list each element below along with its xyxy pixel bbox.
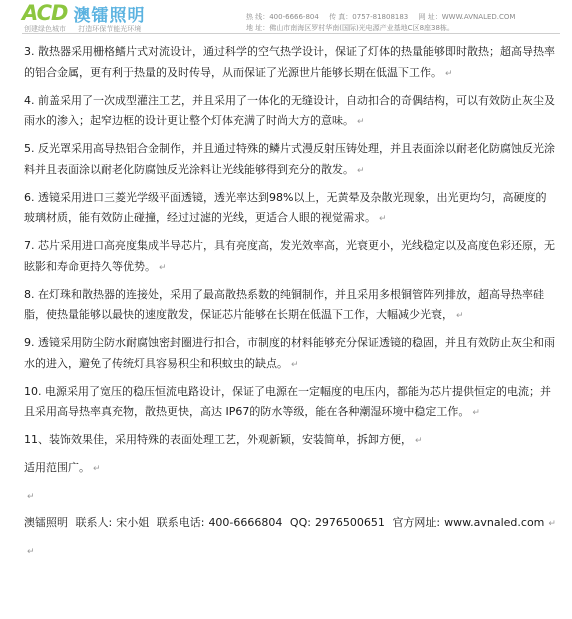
paragraph bbox=[24, 333, 556, 375]
paragraph-text: 3. 散热器采用栅格鳍片式对流设计，通过科学的空气热学设计，保证了灯体的热量能够即时散热；超高导热率的铝合金属，更有利于热量的及时传导，从而保证了光源世片能够长期在低温下工作。 bbox=[24, 45, 555, 79]
paragraph bbox=[24, 188, 556, 230]
paragraph bbox=[24, 430, 556, 452]
header-contact bbox=[246, 12, 515, 34]
contact-label: 联系人: bbox=[75, 516, 113, 529]
paragraph-text: 5. 反光罩采用高导热铝合金制作，并且通过特殊的鳞片式漫反射压铸处理，并且表面涂以耐老化防腐蚀反光涂料并且表面涂以耐老化防腐蚀反光涂料让光线能够得到充分的散发。 bbox=[24, 142, 555, 176]
paragraph-text: 8. 在灯珠和散热器的连接处，采用了最高散热系数的纯铜制作，并且采用多根铜管阵列排放，超高导热率硅脂，使热量能够以最快的速度散发，保证芯片能够在长期在低温下工作，大幅减少光衰， bbox=[24, 287, 544, 321]
empty-line bbox=[24, 486, 556, 507]
qq-label: QQ: bbox=[289, 516, 311, 529]
return-mark-icon: ↵ bbox=[456, 311, 464, 321]
return-mark-icon: ↵ bbox=[27, 492, 35, 502]
website: 网 址：WWW.AVNALED.COM bbox=[418, 13, 516, 21]
paragraph bbox=[24, 139, 556, 181]
paragraph bbox=[24, 458, 556, 480]
paragraph-text: 9. 透镜采用防尘防水耐腐蚀密封圈进行扣合，市制度的材料能够充分保证透镜的稳固，并且有效防止灰尘和雨水的进入，避免了传统灯具容易积尘和积蚊虫的缺点。 bbox=[24, 336, 555, 370]
phone-label: 联系电话: bbox=[156, 516, 205, 529]
return-mark-icon: ↵ bbox=[291, 359, 299, 370]
logo-text: ACD bbox=[22, 1, 68, 25]
return-mark-icon: ↵ bbox=[27, 547, 35, 557]
page-header bbox=[0, 0, 572, 34]
return-mark-icon: ↵ bbox=[93, 464, 101, 474]
footer-brand: 澳镭照明 bbox=[24, 516, 68, 529]
paragraph bbox=[24, 91, 556, 133]
return-mark-icon: ↵ bbox=[548, 519, 556, 529]
paragraph-text: 11、装饰效果佳，采用特殊的表面处理工艺，外观新颖，安装简单，拆卸方便， bbox=[24, 433, 412, 446]
return-mark-icon: ↵ bbox=[415, 436, 423, 446]
paragraph-text: 6. 透镜采用进口三菱光学级平面透镜，透光率达到98%以上，无黄晕及杂散光现象，出光更均匀，高硬度的玻璃材质，能有效防止碰撞，经过过滤的光线，更适合人眼的视觉需求。 bbox=[24, 190, 547, 224]
contact-row bbox=[246, 12, 515, 23]
empty-line bbox=[24, 541, 556, 562]
paragraph-text: 10. 电源采用了宽压的稳压恒流电路设计，保证了电源在一定幅度的电压内，都能为芯片提供恒定的电流；并且采用高导热率真充物，散热更快，高达 IP67的防水等级，能在各种潮湿环境中稳定工作。 bbox=[24, 384, 551, 418]
paragraph-text: 4. 前盖采用了一次成型灌注工艺，并且采用了一体化的无缝设计，自动扣合的奇偶结构，可以有效防止灰尘及雨水的渗入；起窄边框的设计更让整个灯体充满了时尚大方的意味。 bbox=[24, 93, 555, 127]
qq-number: 2976500651 bbox=[314, 516, 385, 529]
site-label: 官方网址: bbox=[392, 516, 441, 529]
paragraph-text: 适用范围广。 bbox=[24, 461, 90, 474]
paragraph-text: 7. 芯片采用进口高亮度集成半导芯片，具有亮度高，发光效率高，光衰更小，光线稳定以及高度色彩还原，无眩影和寿命更持久等优势。 bbox=[24, 239, 555, 273]
tagline-part: 打造环保节能光环境 bbox=[78, 25, 142, 33]
company-logo bbox=[22, 2, 145, 24]
paragraph bbox=[24, 236, 556, 278]
contact-name: 宋小姐 bbox=[116, 516, 150, 529]
paragraph bbox=[24, 285, 556, 327]
tagline-part: 创建绿色城市 bbox=[24, 25, 66, 33]
return-mark-icon: ↵ bbox=[472, 408, 480, 418]
document-body bbox=[24, 42, 556, 568]
footer-contact bbox=[24, 513, 556, 535]
header-divider bbox=[22, 33, 560, 34]
paragraph bbox=[24, 42, 556, 84]
fax: 传 真：0757-81808183 bbox=[329, 13, 409, 21]
site-url: www.avnaled.com bbox=[444, 516, 545, 529]
return-mark-icon: ↵ bbox=[357, 165, 365, 176]
logo-mark bbox=[22, 1, 67, 25]
paragraph bbox=[24, 382, 556, 424]
return-mark-icon: ↵ bbox=[379, 214, 387, 224]
return-mark-icon: ↵ bbox=[159, 262, 167, 273]
brand-name: 澳镭照明 bbox=[73, 5, 146, 26]
return-mark-icon: ↵ bbox=[445, 68, 453, 79]
phone-number: 400-6666804 bbox=[208, 516, 283, 529]
return-mark-icon: ↵ bbox=[357, 117, 365, 127]
address: 地 址：佛山市南海区罗村华南(国际)光电源产业基地C区8座38栋。 bbox=[246, 24, 454, 32]
hotline: 热 线：400-6666-804 bbox=[246, 13, 319, 21]
